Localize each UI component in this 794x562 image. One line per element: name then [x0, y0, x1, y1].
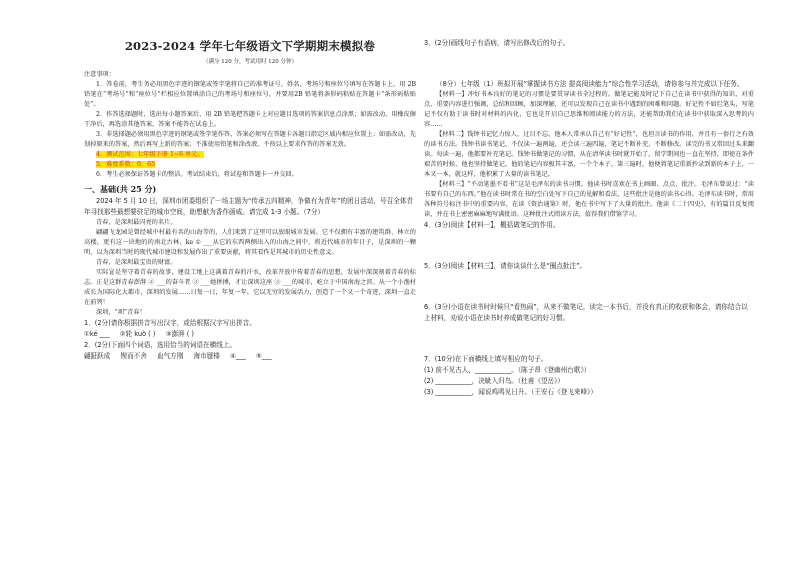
- section-1-title: 一、基础(共 25 分): [84, 184, 157, 194]
- notice-item-5: [84, 160, 416, 170]
- question-1-items: [84, 329, 416, 340]
- notice-heading: 注意事项：: [84, 71, 115, 78]
- q3-answer-area[interactable]: [424, 49, 754, 79]
- q1-item-1[interactable]: ①ké ___: [84, 330, 110, 338]
- q4-answer-area[interactable]: [424, 231, 754, 261]
- material-3: 【材料三】“不动笔墨不看书”这是毛泽东的读书习惯。他读书时喜欢在书上画圈、点点、批注。毛泽东曾说过：“读书要有自己的东西。”他在读书时常在书的空白处写下自己的见解和看法，这些批注是他的读书心得。毛泽东读书时，常用各种符号标注书中的重要内容，在读《资治通鉴》时，他在书中写下了大量的批注。他读《二十四史》，有的篇目反复阅读，并在书上密密麻麻地写满批语。这种批注式阅读方法，值得我们借鉴学习。: [424, 181, 754, 218]
- task-intro: （8分）七年级（1）班拟开展“掌握读书方法 提高阅读能力”综合性学习活动，请你参与并完成以下任务。: [436, 80, 744, 88]
- passage-line-3: 青春，是深圳最宝贵的财富。: [96, 259, 177, 266]
- q7-item-3[interactable]: (3) ___________，闻说鸡鸣见日升。（王安石《登飞来峰》）: [424, 388, 597, 396]
- question-6: 6．(3分)小语在读书时时候只“看热闹”，从来不做笔记，读完一本书后，并没有真正的收获和体会，请你结合以上材料，劝说小语在读书时养成做笔记的好习惯。: [424, 303, 748, 322]
- notice-item-4-text: 4．测试范围：七年级下册 1~6 单元。: [96, 151, 204, 158]
- q1-item-2[interactable]: ②轮 kuò ( ): [119, 330, 156, 338]
- passage-paragraph-2: 翩翩飞龙园是曾经城中村最有名的山海等的，人们来到了这里可以放眼城市发展。它不仅拥有丰富的建筑群、林立的高楼，更有这一块地的的南北古林，ke ① ___从它的东西两侧出入的山海之间中，将近代城市的年日子，是深圳的一颗明，以为深圳当时的现代城市建设和发展作出了重要贡献，将其看作是其城市的历史性意义。: [84, 229, 416, 256]
- material-2: 【材料二】钱钟书记忆力惊人，过目不忘，他本人常承认自己有“好记性”，也坦言读书的作用，并且有一套行之有效的读书方法。钱钟书读书笔记，不仅读一遍两遍，还会读三遍四遍，笔记不断补充，不断修改。读完的书又常回过头来翻读。每读一遍，他都要补充笔记。钱钟书做笔记的习惯，从在清华读书时就开始了，留学期间也一直在坚持。即使在条件艰苦的时候，他也坚持做笔记。他的笔记内容极其丰富，一个个本子，第三遍时，他便将笔记重新抄录到新的本子上，一本又一本，就这样，他积累了大量的读书笔记。: [424, 131, 754, 178]
- question-3: 3．(2分)画线句子有语病，请写出修改后的句子。: [424, 39, 570, 47]
- notice-item-1: 1．答卷前，考生务必用黑色字迹的钢笔或签字笔将自己的准考证号、姓名、考场号和座位号填写在答题卡上，用 2B 铅笔在“考场号”和“座位号”栏相应位置填涂自己的考场号和座位号，并要用2B 铅笔将条形码粘贴在答题卡“条形码粘贴处”。: [84, 81, 416, 108]
- q2-word-4: 海市蜃楼: [193, 352, 220, 360]
- q2-blank-5[interactable]: ⑤___: [255, 352, 272, 360]
- notice-item-4: [84, 150, 416, 160]
- q2-word-2: 锲而不舍: [120, 352, 147, 360]
- question-2: 2．(2分)下面四个词语，选用恰当的词语在横线上。: [84, 341, 237, 349]
- q7-item-1[interactable]: (1) 前不见古人，___________。（陈子昂《登幽州台歌》）: [424, 366, 591, 374]
- question-4: 4．(3分)阅读【材料一】，概括做笔记的作用。: [424, 221, 560, 229]
- notice-item-2: 2．作答选择题时，选出每小题答案后，用 2B 铅笔把答题卡上对应题目选项的答案信息点涂黑；如需改动，用橡皮擦干净后，再选涂其他答案，答案不能答在试卷上。: [84, 111, 416, 128]
- q5-answer-area[interactable]: [424, 272, 754, 302]
- left-column: [84, 38, 416, 362]
- right-column: [424, 38, 754, 398]
- passage-line-5: 深圳，“圳”青春！: [96, 309, 146, 316]
- question-2-items: [84, 351, 416, 362]
- question-7: 7．(10分)在下面横线上填写相应的句子。: [424, 355, 548, 363]
- question-5: 5．(3分)阅读【材料三】，请你谈谈什么是“圈点批注”。: [424, 262, 587, 270]
- q2-word-1: 翩跹跃成: [84, 352, 111, 360]
- notice-item-3: 3．非选择题必须用黑色字迹的钢笔或签字笔作答，答案必须写在答题卡各题目指定区域内相应位置上；如需改动，先划掉原来的答案，然后再写上新的答案；不准使用铅笔和涂改液。不按以上要求作答的答案无效。: [84, 131, 416, 148]
- q7-item-2[interactable]: (2) ___________，决眦入归鸟。（杜甫《望岳》）: [424, 377, 565, 385]
- notice-item-5-text: 5．难度系数：0．65: [96, 161, 156, 168]
- page-title: 2023-2024 学年七年级语文下学期期末模拟卷: [124, 39, 376, 53]
- page-subtitle: （满分 120 分，考试用时 120 分钟）: [203, 59, 297, 65]
- notice-item-6: 6．考生必须保证答题卡的整洁。考试结束后，将试卷和答题卡一并交回。: [96, 171, 298, 178]
- passage-line-1: 青春，是深圳最闪亮的名片。: [96, 219, 177, 226]
- q6-answer-area[interactable]: [424, 324, 754, 354]
- q1-item-3[interactable]: ③澎湃 ( ): [165, 330, 194, 338]
- section-1-intro: 2024 年 5 月 10 日，深圳市团委组织了一场主题为“传承五四精神，争做有为青年”的团日活动，号召全体青年寻找那些最想要驻足的城市空间，助想献为香作画威。请完成 1-3 小题。（7分）: [84, 197, 414, 216]
- material-1: 【材料一】冲好书本良好的笔记的习惯是要贯穿读书全过程的。做笔记能及时记下自己在读书中获得的知识，对重点、重要内容进行强调，总结和回顾，加深理解，还可以发现自己在读书中遇到的困难和问题。好记性不如烂笔头，写笔记不仅有助于读书时对材料的内化，它也是开启自己思维和阅读能力的方法，还能帮助我们在读书中获取深入思考的内容……: [424, 91, 754, 128]
- passage-paragraph-4: 实际宣是坚守着青春的故事，建设工地上这满着青春的汗水，改革开放中传着青春的思想，发展中深深刻着青春的标志。正是这群青春澎湃 ② ___的奋斗者 ③ ___她拼搏，才让深圳这座 ③ ___的城市，屹立于中国南海之滨。从一个小渔村成长为国际化大都市，深圳的发展……日复一日，年复一年，它以无穷的发展活力，创造了一个又一个奇迹，深圳一直走在前列！: [84, 269, 416, 306]
- q2-blank-4[interactable]: ④___: [229, 352, 246, 360]
- q2-word-3: 血气方刚: [156, 352, 184, 360]
- question-1: 1．(2分)请你根据拼音写出汉字，或给根据汉字写出拼音。: [84, 319, 256, 327]
